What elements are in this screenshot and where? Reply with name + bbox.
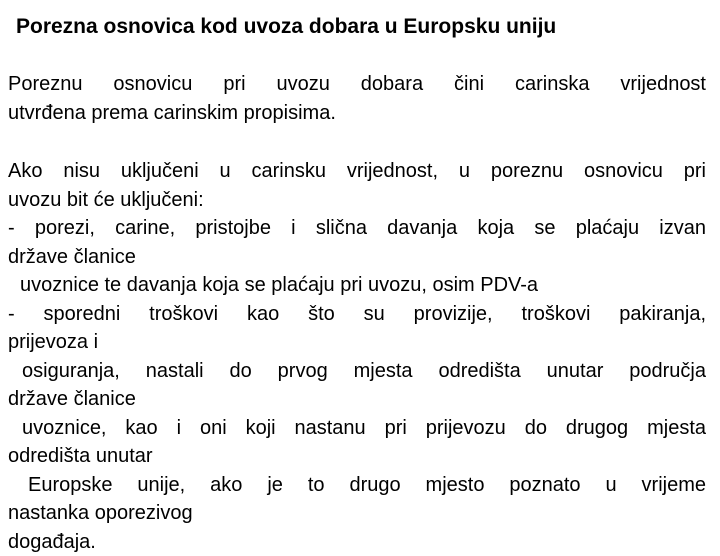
list-item-line: države članice	[8, 243, 706, 272]
list-item-line: događaja.	[8, 528, 706, 556]
text-line: uvozu bit će uključeni:	[8, 186, 706, 215]
list-item-line: osiguranja, nastali do prvog mjesta odredišta unutar područja	[8, 357, 706, 386]
slide-title: Porezna osnovica kod uvoza dobara u Europsku uniju	[16, 12, 556, 42]
text-line: utvrđena prema carinskim propisima.	[8, 99, 706, 128]
list-item-line: nastanka oporezivog	[8, 499, 706, 528]
list-item-line: - sporedni troškovi kao što su provizije, troškovi pakiranja,	[8, 300, 706, 329]
text-line: Poreznu osnovicu pri uvozu dobara čini carinska vrijednost	[8, 70, 706, 99]
list-item-line: Europske unije, ako je to drugo mjesto poznato u vrijeme	[8, 471, 706, 500]
list-item-line: prijevoza i	[8, 328, 706, 357]
list-item-line: - porezi, carine, pristojbe i slična davanja koja se plaćaju izvan	[8, 214, 706, 243]
paragraph-tax-base-definition	[8, 70, 706, 127]
list-item-line: odredišta unutar	[8, 442, 706, 471]
list-item-line: uvoznice, kao i oni koji nastanu pri prijevozu do drugog mjesta	[8, 414, 706, 443]
text-line: Ako nisu uključeni u carinsku vrijednost, u poreznu osnovicu pri	[8, 157, 706, 186]
paragraph-included-items	[8, 157, 706, 556]
list-item-line: države članice	[8, 385, 706, 414]
list-item-line: uvoznice te davanja koja se plaćaju pri uvozu, osim PDV-a	[8, 271, 706, 300]
